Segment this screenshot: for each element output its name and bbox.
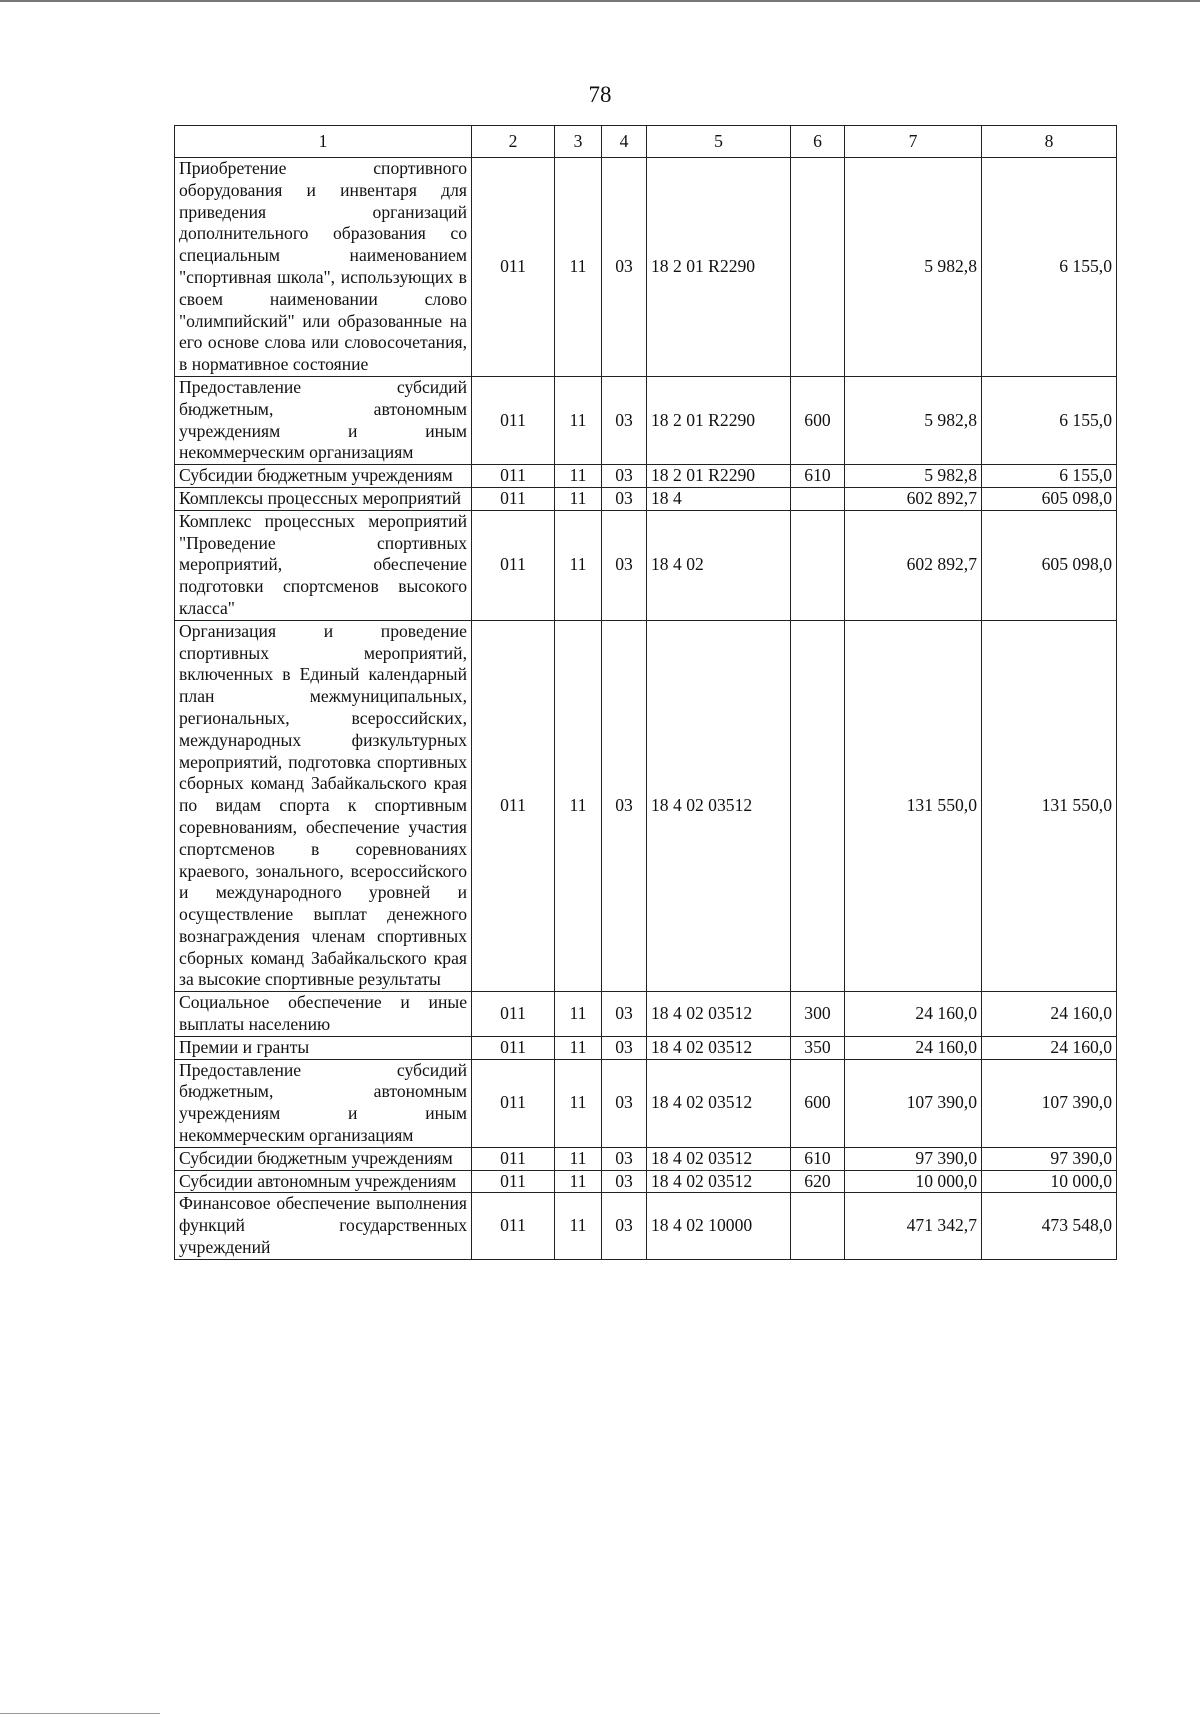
header-cell: 4 [602,126,647,158]
amount-col8: 97 390,0 [982,1147,1117,1170]
page-number: 78 [588,82,612,107]
target-article-code: 18 4 02 03512 [647,1036,791,1059]
header-cell: 6 [791,126,845,158]
amount-col7: 602 892,7 [845,487,982,510]
amount-col8: 24 160,0 [982,1036,1117,1059]
ministry-code: 011 [472,158,555,377]
expense-type-code: 300 [791,992,845,1037]
expense-type-code: 620 [791,1170,845,1193]
section-code: 11 [555,1036,602,1059]
table-row [175,1193,1117,1259]
section-code: 11 [555,510,602,620]
target-article-code: 18 4 02 03512 [647,620,791,992]
subsection-code: 03 [602,376,647,464]
ministry-code: 011 [472,465,555,488]
table-row [175,158,1117,377]
amount-col8: 131 550,0 [982,620,1117,992]
header-cell: 2 [472,126,555,158]
expense-type-code: 600 [791,1059,845,1147]
row-name: Субсидии автономным учреждениям [175,1170,472,1193]
target-article-code: 18 4 02 10000 [647,1193,791,1259]
row-name: Субсидии бюджетным учреждениям [175,465,472,488]
header-cell: 7 [845,126,982,158]
expense-type-code: 600 [791,376,845,464]
expense-type-code: 610 [791,1147,845,1170]
row-name: Приобретение спортивного оборудования и инвентаря для приведения организаций дополнительного образования со специальным наименованием "спортивная школа", использующих в своем наименовании слово "олимпийский" или образованные на его основе слова или словосочетания, в нормативное состояние [175,158,472,377]
section-code: 11 [555,1059,602,1147]
subsection-code: 03 [602,1193,647,1259]
expense-type-code [791,487,845,510]
subsection-code: 03 [602,1147,647,1170]
ministry-code: 011 [472,992,555,1037]
budget-table [174,125,1117,1260]
amount-col7: 24 160,0 [845,1036,982,1059]
amount-col7: 10 000,0 [845,1170,982,1193]
amount-col8: 107 390,0 [982,1059,1117,1147]
amount-col8: 605 098,0 [982,510,1117,620]
section-code: 11 [555,992,602,1037]
amount-col7: 5 982,8 [845,465,982,488]
amount-col8: 10 000,0 [982,1170,1117,1193]
subsection-code: 03 [602,992,647,1037]
header-cell: 1 [175,126,472,158]
subsection-code: 03 [602,620,647,992]
amount-col8: 605 098,0 [982,487,1117,510]
subsection-code: 03 [602,487,647,510]
section-code: 11 [555,376,602,464]
ministry-code: 011 [472,510,555,620]
ministry-code: 011 [472,620,555,992]
header-cell: 8 [982,126,1117,158]
subsection-code: 03 [602,510,647,620]
expense-type-code [791,1193,845,1259]
row-name: Организация и проведение спортивных мероприятий, включенных в Единый календарный план межмуниципальных, региональных, всероссийских, международных физкультурных мероприятий, подготовка спортивных сборных команд Забайкальского края по видам спорта к спортивным соревнованиям, обеспечение участия спортсменов в соревнованиях краевого, зонального, всероссийского и международного уровней и осуществление выплат денежного вознаграждения членам спортивных сборных команд Забайкальского края за высокие спортивные результаты [175,620,472,992]
scan-bottom-edge [0,1713,160,1714]
table-row [175,1036,1117,1059]
subsection-code: 03 [602,1036,647,1059]
target-article-code: 18 4 02 03512 [647,1059,791,1147]
subsection-code: 03 [602,465,647,488]
amount-col7: 602 892,7 [845,510,982,620]
target-article-code: 18 4 02 03512 [647,1170,791,1193]
subsection-code: 03 [602,158,647,377]
target-article-code: 18 2 01 R2290 [647,158,791,377]
target-article-code: 18 4 [647,487,791,510]
section-code: 11 [555,1170,602,1193]
expense-type-code [791,620,845,992]
ministry-code: 011 [472,1036,555,1059]
table-row [175,1170,1117,1193]
subsection-code: 03 [602,1170,647,1193]
amount-col8: 6 155,0 [982,465,1117,488]
table-row [175,992,1117,1037]
amount-col7: 471 342,7 [845,1193,982,1259]
expense-type-code: 610 [791,465,845,488]
row-name: Предоставление субсидий бюджетным, автономным учреждениям и иным некоммерческим организациям [175,376,472,464]
table-row [175,376,1117,464]
subsection-code: 03 [602,1059,647,1147]
amount-col8: 24 160,0 [982,992,1117,1037]
target-article-code: 18 4 02 03512 [647,992,791,1037]
amount-col7: 5 982,8 [845,376,982,464]
expense-type-code [791,158,845,377]
row-name: Предоставление субсидий бюджетным, автономным учреждениям и иным некоммерческим организациям [175,1059,472,1147]
scan-top-edge [0,0,1200,2]
amount-col8: 473 548,0 [982,1193,1117,1259]
table-row [175,620,1117,992]
amount-col8: 6 155,0 [982,158,1117,377]
table-row [175,1059,1117,1147]
amount-col7: 131 550,0 [845,620,982,992]
table-row [175,1147,1117,1170]
row-name: Субсидии бюджетным учреждениям [175,1147,472,1170]
header-cell: 3 [555,126,602,158]
ministry-code: 011 [472,1193,555,1259]
section-code: 11 [555,158,602,377]
row-name: Комплекс процессных мероприятий "Проведение спортивных мероприятий, обеспечение подготовки спортсменов высокого класса" [175,510,472,620]
section-code: 11 [555,487,602,510]
ministry-code: 011 [472,1170,555,1193]
ministry-code: 011 [472,376,555,464]
section-code: 11 [555,465,602,488]
row-name: Финансовое обеспечение выполнения функций государственных учреждений [175,1193,472,1259]
amount-col7: 107 390,0 [845,1059,982,1147]
table-row [175,510,1117,620]
target-article-code: 18 2 01 R2290 [647,465,791,488]
row-name: Премии и гранты [175,1036,472,1059]
target-article-code: 18 2 01 R2290 [647,376,791,464]
header-cell: 5 [647,126,791,158]
row-name: Социальное обеспечение и иные выплаты населению [175,992,472,1037]
target-article-code: 18 4 02 03512 [647,1147,791,1170]
section-code: 11 [555,1193,602,1259]
expense-type-code [791,510,845,620]
table-row [175,487,1117,510]
section-code: 11 [555,620,602,992]
expense-type-code: 350 [791,1036,845,1059]
target-article-code: 18 4 02 [647,510,791,620]
amount-col7: 24 160,0 [845,992,982,1037]
row-name: Комплексы процессных мероприятий [175,487,472,510]
amount-col7: 97 390,0 [845,1147,982,1170]
ministry-code: 011 [472,1059,555,1147]
ministry-code: 011 [472,1147,555,1170]
ministry-code: 011 [472,487,555,510]
header-row [175,126,1117,158]
amount-col7: 5 982,8 [845,158,982,377]
amount-col8: 6 155,0 [982,376,1117,464]
section-code: 11 [555,1147,602,1170]
table-row [175,465,1117,488]
